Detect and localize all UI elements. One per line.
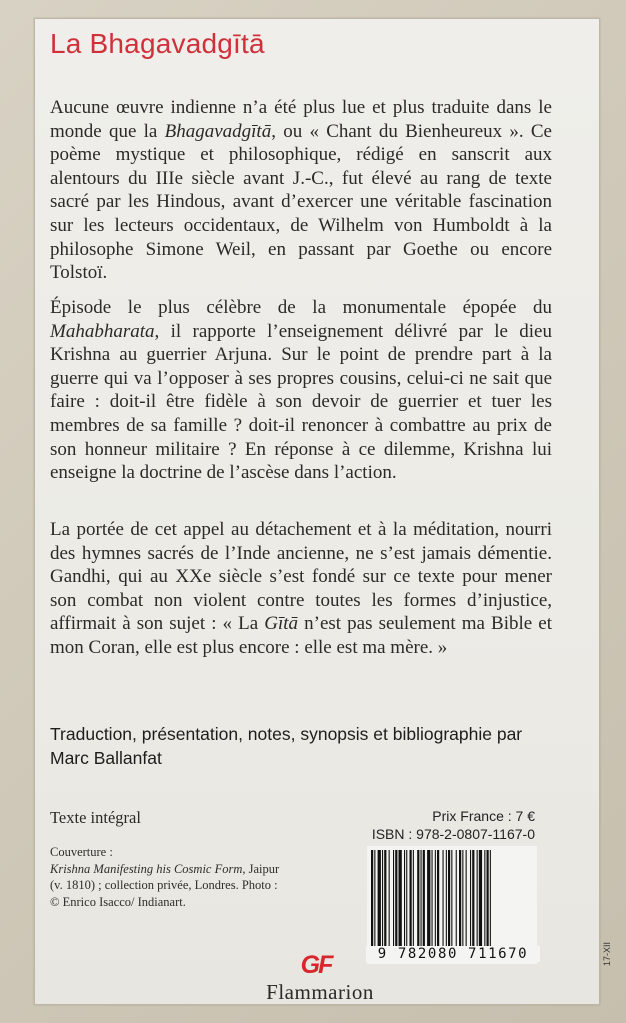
- barcode-bar: [448, 850, 450, 948]
- cover-artwork-details: , Jaipur (v. 1810) ; collection privée, Londres.: [50, 861, 280, 893]
- barcode-bar: [466, 850, 467, 948]
- barcode-bar: [470, 850, 471, 948]
- paragraph-text: La portée de cet appel au détachement et à la méditation, nourri des hymnes sacrés de l’Inde ancienne, ne s’est jamais démentie. Gandhi, qui au XXe siècle s’est fondé sur ce texte pour mener son combat non violent contre toutes les formes d’injustice, affirmait à son sujet : « La: [50, 519, 552, 635]
- barcode-bar: [423, 850, 425, 948]
- price: Prix France : 7 €: [432, 808, 535, 824]
- barcode-bar: [399, 850, 402, 948]
- barcode-bar: [389, 850, 390, 948]
- barcode-bars: [367, 846, 537, 950]
- paragraph-text: , il rapporte l’enseignement délivré par le dieu Krishna au guerrier Arjuna. Sur le point de prendre part à la guerre qui va l’opposer à ses propres cousins, celui-ci ne sait que faire : doit-il être fidèle à son devoir de guerrier et tuer les membres de sa famille ? doit-il renoncer à combattre au prix de son honneur militaire ? En réponse à ce dilemme, Krishna lui enseigne la doctrine de l’ascèse dans l’action.: [50, 320, 552, 484]
- barcode-bar: [490, 850, 491, 948]
- barcode-bar: [456, 850, 457, 948]
- barcode-bar: [395, 850, 397, 948]
- barcode-bar: [446, 850, 447, 948]
- barcode-bar: [477, 850, 478, 948]
- blurb-paragraph-2: [50, 296, 552, 485]
- barcode-bar: [443, 850, 444, 948]
- barcode-bar: [435, 850, 436, 948]
- italic-title: Mahabharata: [50, 320, 155, 342]
- blurb-paragraph-1: [50, 96, 552, 285]
- paragraph-text: n’est pas seulement ma Bible et mon Coran, elle est plus encore : elle est ma mère. »: [50, 613, 552, 658]
- italic-title: Bhagavadgītā: [164, 120, 272, 142]
- barcode-bar: [417, 850, 419, 948]
- barcode-bar: [451, 850, 452, 948]
- gf-logo-text: GF: [300, 951, 332, 978]
- barcode-bar: [462, 850, 463, 948]
- barcode-bar: [413, 850, 414, 948]
- gf-logo: [293, 950, 339, 978]
- barcode-bar: [437, 850, 439, 948]
- barcode-bar: [393, 850, 394, 948]
- barcode-bar: [484, 850, 485, 948]
- barcode-bar: [427, 850, 430, 948]
- barcode-bar: [406, 850, 407, 948]
- italic-title: Gītā: [264, 613, 299, 635]
- cover-artwork-title: Krishna Manifesting his Cosmic Form: [50, 861, 243, 876]
- publisher-name: Flammarion: [266, 980, 374, 1004]
- barcode-bar: [459, 850, 461, 948]
- paragraph-text: Épisode le plus célèbre de la monumentale épopée du: [50, 297, 552, 318]
- barcode-bar: [410, 850, 412, 948]
- blurb-paragraph-3: [50, 518, 552, 660]
- barcode-bar: [382, 850, 383, 948]
- barcode-bar: [421, 850, 422, 948]
- barcode-bar: [472, 850, 474, 948]
- cover-credits: [50, 844, 280, 910]
- barcode-bar: [404, 850, 405, 948]
- print-code: 17-XII: [602, 941, 612, 966]
- isbn: ISBN : 978-2-0807-1167-0: [371, 826, 535, 842]
- texte-integral: Texte intégral: [50, 808, 141, 827]
- cover-photo-credit: Photo : © Enrico Isacco/ Indianart.: [50, 878, 278, 909]
- credits: Traduction, présentation, notes, synopsis et bibliographie par Marc Ballanfat: [50, 724, 523, 768]
- barcode-bar: [378, 850, 381, 948]
- barcode-bar: [487, 850, 489, 948]
- paragraph-text: , ou « Chant du Bienheureux ». Ce poème mystique et philosophique, rédigé en sanscrit aux alentours du IIIe siècle avant J.-C., fut élevé au rang de texte sacré par les Hindous, avant d’exercer une véritable fascination sur les lecteurs occidentaux, de Wilhelm von Humboldt à la philosophe Simone Weil, en passant par Goethe ou encore Tolstoï.: [50, 120, 552, 284]
- barcode-bar: [432, 850, 433, 948]
- cover-credits-label: Couverture :: [50, 845, 113, 859]
- barcode-bar: [371, 850, 373, 948]
- barcode-number: 9 782080 711670: [366, 946, 540, 962]
- barcode-bar: [384, 850, 386, 948]
- barcode-bar: [374, 850, 375, 948]
- paragraph-text: Aucune œuvre indienne n’a été plus lue et plus traduite dans le monde que la: [50, 97, 552, 142]
- book-title: La Bhagavadgītā: [50, 28, 265, 59]
- barcode-bar: [479, 850, 482, 948]
